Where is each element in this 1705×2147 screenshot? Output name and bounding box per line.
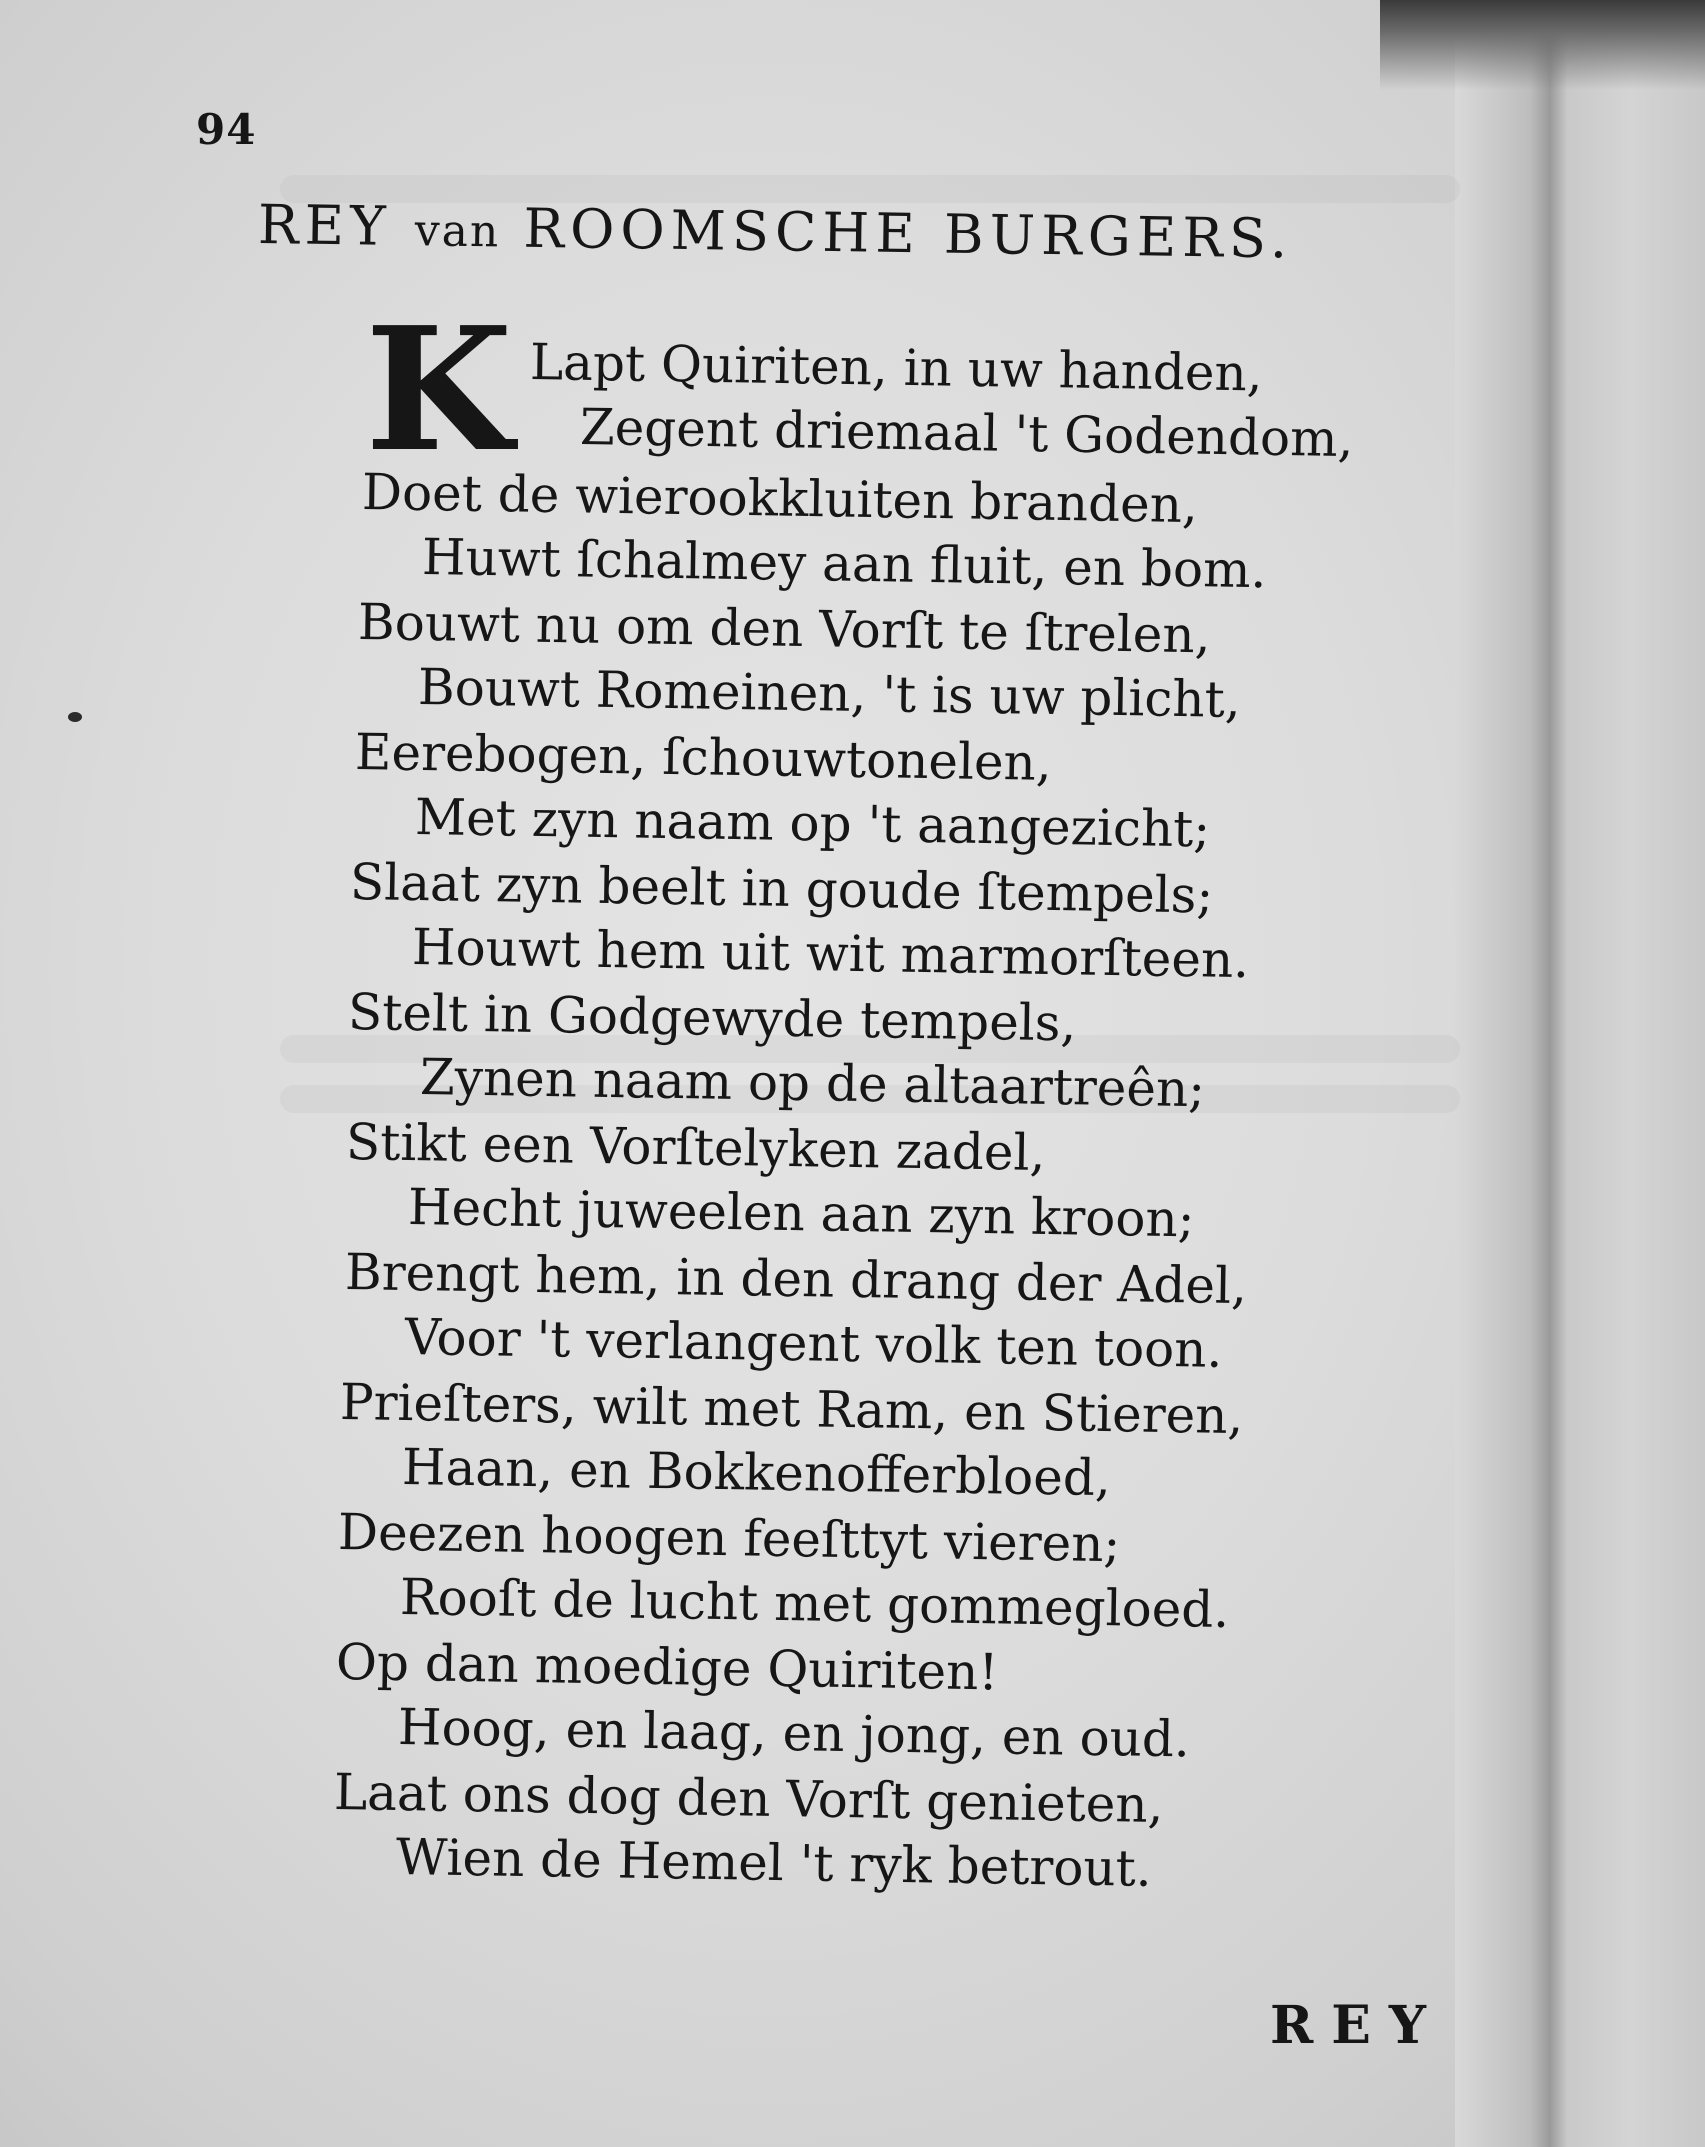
book-gutter: [1455, 0, 1705, 2147]
poem-line: Prieſters, wilt met Ram, en Stieren,: [339, 1373, 1244, 1446]
poem-line: Zynen naam op de altaartreên;: [419, 1048, 1206, 1119]
poem-line: Rooſt de lucht met gommegloed.: [399, 1568, 1230, 1640]
poem-line: Haan, en Bokkenofferbloed,: [401, 1438, 1112, 1508]
poem-line: Laat ons dog den Vorſt genieten,: [333, 1763, 1164, 1835]
poem-line: Slaat zyn beelt in goude ſtempels;: [349, 853, 1214, 925]
title-rey: REY: [257, 193, 393, 258]
title-van: van: [414, 205, 501, 258]
ink-speck: [68, 712, 82, 722]
title-roomsche-burgers: ROOMSCHE BURGERS.: [523, 196, 1294, 271]
poem-line: Voor 't verlangent volk ten toon.: [404, 1308, 1223, 1379]
poem-line: Met zyn naam op 't aangezicht;: [414, 788, 1211, 859]
poem-line: Bouwt Romeinen, 't is uw plicht,: [417, 658, 1242, 729]
binding-shadow: [1380, 0, 1705, 90]
poem-line: Wien de Hemel 't ryk betrout.: [395, 1828, 1153, 1898]
catchword: REY: [1270, 1995, 1444, 2056]
poem-line: Op dan moedige Quiriten!: [335, 1633, 999, 1702]
page-number: 94: [196, 105, 257, 154]
poem-line: Hoog, en laag, en jong, en oud.: [397, 1698, 1191, 1769]
drop-cap: K: [365, 290, 513, 490]
poem-line: Lapt Quiriten, in uw handen,: [529, 333, 1264, 403]
poem-line: Doet de wierookkluiten branden,: [361, 463, 1199, 535]
poem-line: Stelt in Godgewyde tempels,: [347, 983, 1077, 1053]
poem-line: Zegent driemaal 't Godendom,: [579, 398, 1354, 469]
poem-line: Houwt hem uit wit marmorſteen.: [411, 918, 1250, 990]
poem-line: Brengt hem, in den drang der Adel,: [344, 1243, 1248, 1316]
poem-line: Hecht juweelen aan zyn kroon;: [407, 1178, 1195, 1249]
poem-line: Huwt ſchalmey aan fluit, en bom.: [421, 528, 1267, 600]
poem-line: Eerebogen, ſchouwtonelen,: [354, 723, 1053, 792]
poem-line: Deezen hoogen feeſttyt vieren;: [337, 1503, 1121, 1574]
poem-line: Bouwt nu om den Vorſt te ſtrelen,: [357, 593, 1211, 665]
poem-line: Stikt een Vorſtelyken zadel,: [345, 1113, 1046, 1182]
page-title: [258, 193, 1294, 270]
